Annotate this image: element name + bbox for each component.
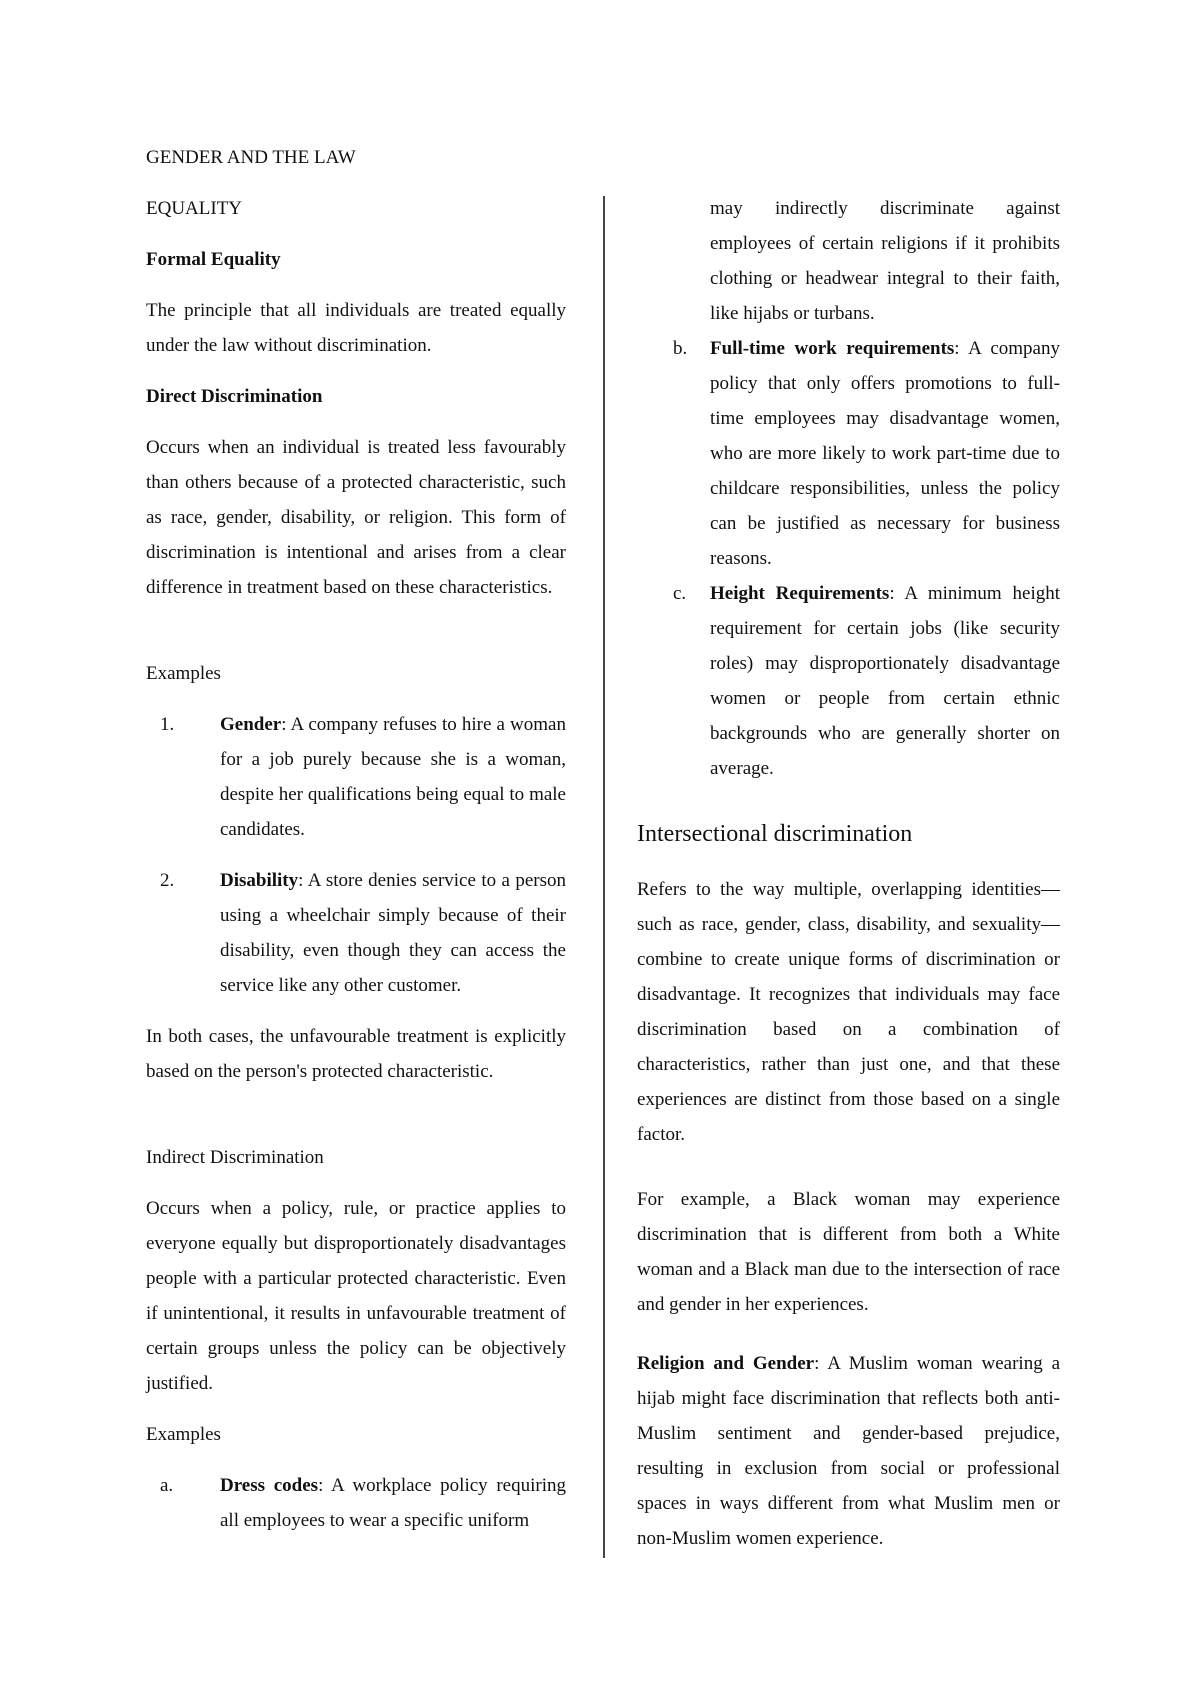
dress-codes-continuation: may indirectly discriminate against employees of certain religions if it prohibits clothing or headwear integral to their faith, like hijabs or turbans. [710, 198, 1060, 324]
formal-equality-text: The principle that all individuals are treated equally under the law without discrimination. [146, 300, 566, 356]
direct-examples-label: Examples [146, 663, 221, 684]
list-item-body [710, 576, 1060, 786]
list-marker: 1. [160, 714, 175, 735]
heading-direct-discrimination: Direct Discrimination [146, 386, 323, 407]
section-heading-equality: EQUALITY [146, 198, 243, 219]
indirect-examples-label: Examples [146, 1424, 221, 1445]
list-item-text: : A company policy that only offers promotions to full-time employees may disadvantage women, who are more likely to work part-time due to childcare responsibilities, unless the policy can be justified as necessary for business reasons. [710, 338, 1060, 569]
list-marker: a. [160, 1475, 174, 1496]
document-title: GENDER AND THE LAW [146, 147, 356, 168]
list-item-body [220, 863, 566, 1003]
religion-gender-text: : A Muslim woman wearing a hijab might face discrimination that reflects both anti-Muslim sentiment and gender-based prejudice, resulting in exclusion from social or professional spaces in ways different from what Muslim men or non-Muslim women experience. [637, 1353, 1060, 1549]
intersectional-text: Refers to the way multiple, overlapping identities—such as race, gender, class, disability, and sexuality—combine to create unique forms of discrimination or disadvantage. It recognizes that individuals may face discrimination based on a combination of characteristics, rather than just one, and that these experiences are distinct from those based on a single factor. [637, 879, 1060, 1145]
list-item-gender [160, 707, 566, 847]
heading-indirect-discrimination: Indirect Discrimination [146, 1147, 324, 1168]
list-item-term: Gender [220, 714, 282, 735]
religion-gender-term: Religion and Gender [637, 1353, 815, 1374]
list-item-term: Disability [220, 870, 299, 891]
list-item-full-time [637, 331, 1060, 576]
heading-formal-equality: Formal Equality [146, 249, 281, 270]
list-item-term: Height Requirements [710, 583, 890, 604]
heading-intersectional-discrimination: Intersectional discrimination [637, 821, 913, 847]
list-item-text: : A minimum height requirement for certain jobs (like security roles) may disproportionately disadvantage women or people from certain ethnic backgrounds who are generally shorter on average. [710, 583, 1060, 779]
list-item-body [220, 707, 566, 847]
list-item-term: Dress codes [220, 1475, 319, 1496]
list-item-disability [160, 863, 566, 1003]
list-item-text: : A company refuses to hire a woman for a job purely because she is a woman, despite her qualifications being equal to male candidates. [220, 714, 566, 840]
list-item-body [710, 331, 1060, 576]
list-item-height [637, 576, 1060, 786]
column-divider [603, 196, 605, 1558]
list-item-text: : A workplace policy requiring all employees to wear a specific uniform [220, 1475, 567, 1531]
list-item-text: : A store denies service to a person using a wheelchair simply because of their disability, even though they can access the service like any other customer. [220, 870, 566, 996]
list-marker: c. [673, 583, 687, 604]
list-item-dress-codes [160, 1468, 567, 1538]
direct-discrimination-text: Occurs when an individual is treated less favourably than others because of a protected characteristic, such as race, gender, disability, or religion. This form of discrimination is intentional and arises from a clear difference in treatment based on these characteristics. [146, 437, 566, 598]
indirect-discrimination-text: Occurs when a policy, rule, or practice applies to everyone equally but disproportionately disadvantages people with a particular protected characteristic. Even if unintentional, it results in unfavourable treatment of certain groups unless the policy can be objectively justified. [146, 1198, 566, 1394]
list-item-term: Full-time work requirements [710, 338, 955, 359]
list-marker: 2. [160, 870, 175, 891]
list-marker: b. [673, 338, 688, 359]
intersectional-example: For example, a Black woman may experience discrimination that is different from both a White woman and a Black man due to the intersection of race and gender in her experiences. [637, 1189, 1060, 1315]
direct-summary-text: In both cases, the unfavourable treatment is explicitly based on the person's protected characteristic. [146, 1026, 566, 1082]
list-item-body [220, 1468, 566, 1538]
religion-gender-paragraph [637, 1346, 1060, 1556]
